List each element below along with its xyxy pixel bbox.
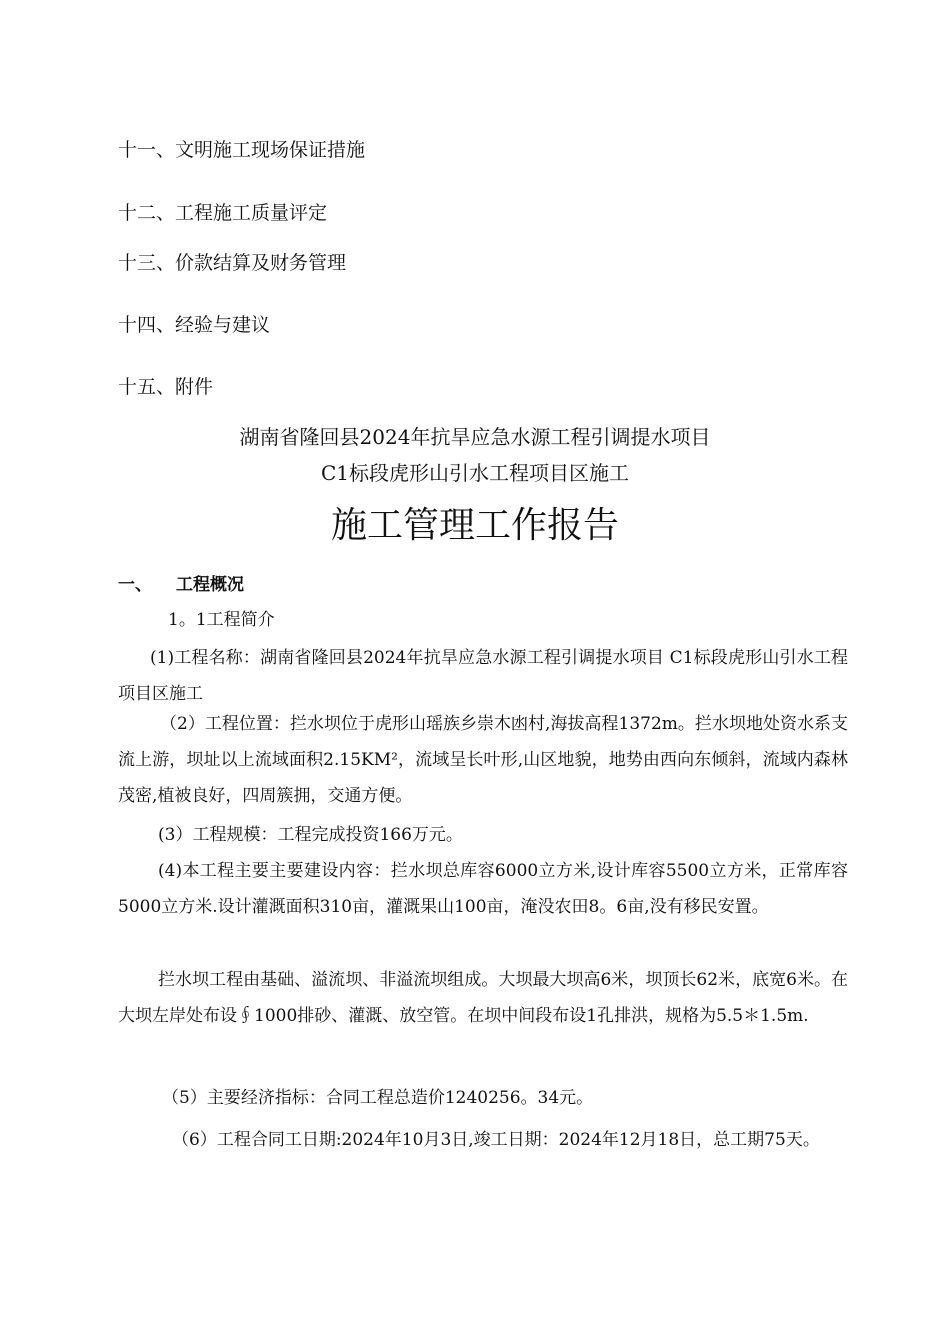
project-title-line1: 湖南省隆回县2024年抗旱应急水源工程引调提水项目 — [239, 425, 711, 449]
toc-item-12: 十二、工程施工质量评定 — [118, 202, 328, 224]
paragraph-construction-content: (4)本工程主要主要建设内容：拦水坝总库容6000立方米,设计库容5500立方米，正常库容5000立方米.设计灌溉面积310亩，灌溉果山100亩，淹没农田8。6亩,没有移民安置。 — [118, 861, 848, 917]
paragraph-dam-structure: 拦水坝工程由基础、溢流坝、非溢流坝组成。大坝最大坝高6米，坝顶长62米，底宽6米。在大坝左岸处布设∮1000排砂、灌溉、放空管。在坝中间段布设1孔排洪，规格为5.5＊1.5m. — [118, 970, 848, 1026]
toc-item-11: 十一、文明施工现场保证措施 — [118, 139, 366, 161]
section-number: 一、 — [118, 575, 152, 595]
paragraph-contract-period: （6）工程合同工日期:2024年10月3日,竣工日期：2024年12月18日，总工期75天。 — [172, 1130, 820, 1150]
subsection-heading: 1。1工程简介 — [168, 610, 275, 630]
paragraph-project-name: (1)工程名称：湖南省隆回县2024年抗旱应急水源工程引调提水项目 C1标段虎形山引水工程项目区施工 — [118, 648, 848, 704]
paragraph-economic-indicators: （5）主要经济指标：合同工程总造价1240256。34元。 — [162, 1088, 594, 1108]
section-heading — [118, 574, 244, 596]
toc-item-14: 十四、经验与建议 — [118, 314, 271, 336]
project-title-line2: C1标段虎形山引水工程项目区施工 — [320, 461, 630, 485]
paragraph-project-location: （2）工程位置：拦水坝位于虎形山瑶族乡崇木凼村,海拔高程1372m。拦水坝地处资水系支流上游，坝址以上流域面积2.15KM²，流域呈长叶形,山区地貌，地势由西向东倾斜，流域内森林茂密,植被良好，四周簇拥，交通方便。 — [118, 714, 848, 806]
toc-item-13: 十三、价款结算及财务管理 — [118, 252, 347, 274]
report-title: 施工管理工作报告 — [330, 505, 619, 546]
section-title: 工程概况 — [176, 575, 244, 595]
toc-item-15: 十五、附件 — [118, 376, 214, 398]
paragraph-project-scale: (3）工程规模：工程完成投资166万元。 — [158, 825, 463, 845]
